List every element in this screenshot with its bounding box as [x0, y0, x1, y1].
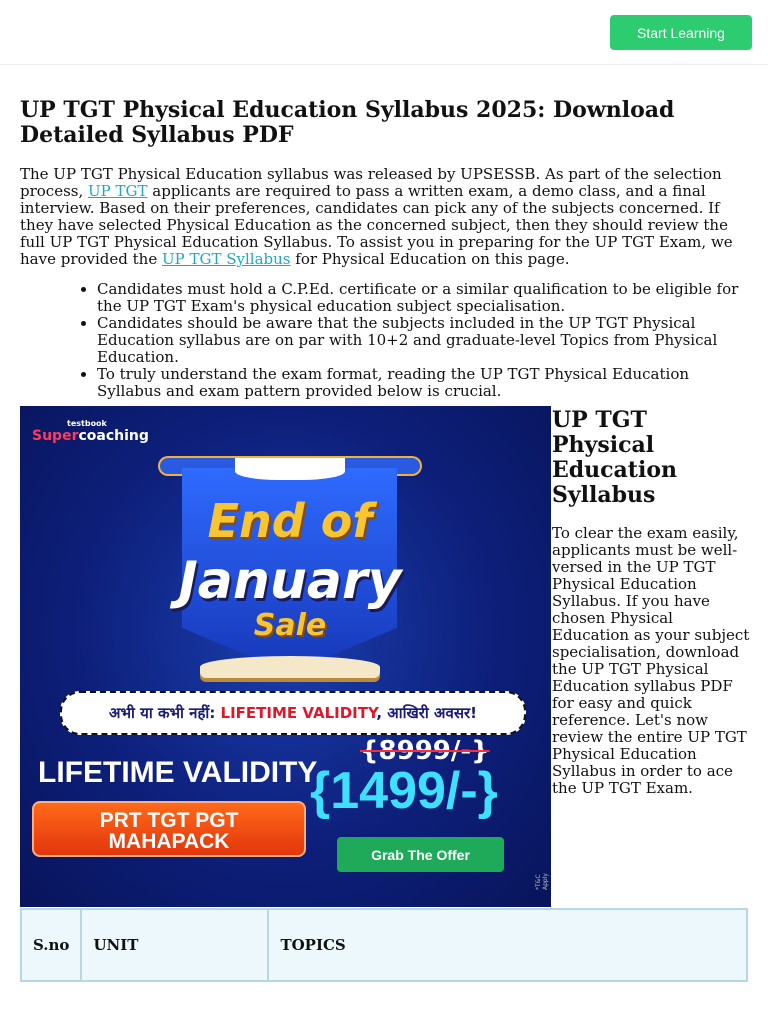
- brand-testbook-label: testbook: [67, 419, 107, 428]
- key-points-list: [20, 281, 748, 400]
- open-book-icon: [200, 656, 380, 678]
- article-title: UP TGT Physical Education Syllabus 2025: Download Detailed Syllabus PDF: [20, 97, 675, 148]
- syllabus-paragraph: To clear the exam easily, applicants must be well-versed in the UP TGT Physical Education Syllabus. If you have chosen Physical Education as your subject specialisation, download the UP TGT Physical Education syllabus PDF for easy and quick reference. Let's now review the entire UP TGT Physical Education Syllabus in order to ace the UP TGT Exam.: [552, 524, 750, 797]
- hindi-text-red: LIFETIME VALIDITY: [220, 704, 377, 722]
- banner-headline-january: January: [178, 551, 402, 611]
- intro-paragraph: [20, 166, 748, 268]
- top-bar: [0, 0, 768, 65]
- up-tgt-syllabus-link[interactable]: UP TGT Syllabus: [161, 250, 291, 268]
- pack-line-1: PRT TGT PGT: [99, 809, 239, 832]
- pack-line-2: MAHAPACK: [108, 830, 230, 853]
- intro-text-3: for Physical Education on this page.: [290, 250, 570, 268]
- lifetime-validity-label: LIFETIME VALIDITY: [38, 756, 318, 789]
- grab-offer-button[interactable]: Grab The Offer: [337, 837, 504, 872]
- brand-coaching-text: coaching: [78, 428, 149, 444]
- brand-super-text: Super: [32, 428, 79, 444]
- intro-text-2: applicants are required to pass a written exam, a demo class, and a final interview. Based on their preferences, candidates can pick any of the subjects concerned. If they have selected Physical Education as the concerned subject, then they should review the full UP TGT Physical Education Syllabus. To assist you in preparing for the UP TGT Exam, we have provided the: [20, 182, 733, 268]
- tc-apply-note: *T&C Apply: [535, 873, 549, 890]
- old-price: {8999/-}: [360, 736, 490, 766]
- table-header-unit: UNIT: [81, 909, 268, 981]
- article-content: [20, 98, 748, 400]
- syllabus-section: [552, 408, 752, 797]
- syllabus-table: [20, 908, 748, 982]
- start-learning-button[interactable]: Start Learning: [610, 15, 752, 50]
- syllabus-heading: UP TGT Physical Education Syllabus: [552, 407, 677, 508]
- supercoaching-logo: [32, 428, 149, 444]
- banner-headline-sale: Sale: [253, 608, 327, 643]
- hindi-offer-strip: [60, 691, 526, 735]
- new-price: {1499/-}: [310, 762, 498, 820]
- sale-banner-image[interactable]: [20, 406, 551, 907]
- mahapack-badge: [32, 801, 306, 857]
- table-header-topics: TOPICS: [268, 909, 747, 981]
- intro-text-1: The UP TGT Physical Education syllabus was released by UPSESSB. As part of the selection process,: [20, 165, 722, 200]
- banner-headline-end-of: End of: [207, 494, 373, 548]
- snow-decoration: [235, 458, 345, 480]
- list-item: • Candidates must hold a C.P.Ed. certificate or a similar qualification to be eligible for the UP TGT Exam's physical education subject specialisation.: [97, 281, 748, 315]
- list-item: • Candidates should be aware that the subjects included in the UP TGT Physical Education syllabus are on par with 10+2 and graduate-level Topics from Physical Education.: [97, 315, 748, 366]
- table-header-sno: S.no: [21, 909, 81, 981]
- hindi-text-2: , आखिरी अवसर!: [376, 704, 477, 722]
- table-header-row: [21, 909, 747, 981]
- hindi-text-1: अभी या कभी नहीं:: [109, 704, 221, 722]
- list-item: • To truly understand the exam format, reading the UP TGT Physical Education Syllabus and exam pattern provided below is crucial.: [97, 366, 748, 400]
- up-tgt-link[interactable]: UP TGT: [88, 182, 148, 200]
